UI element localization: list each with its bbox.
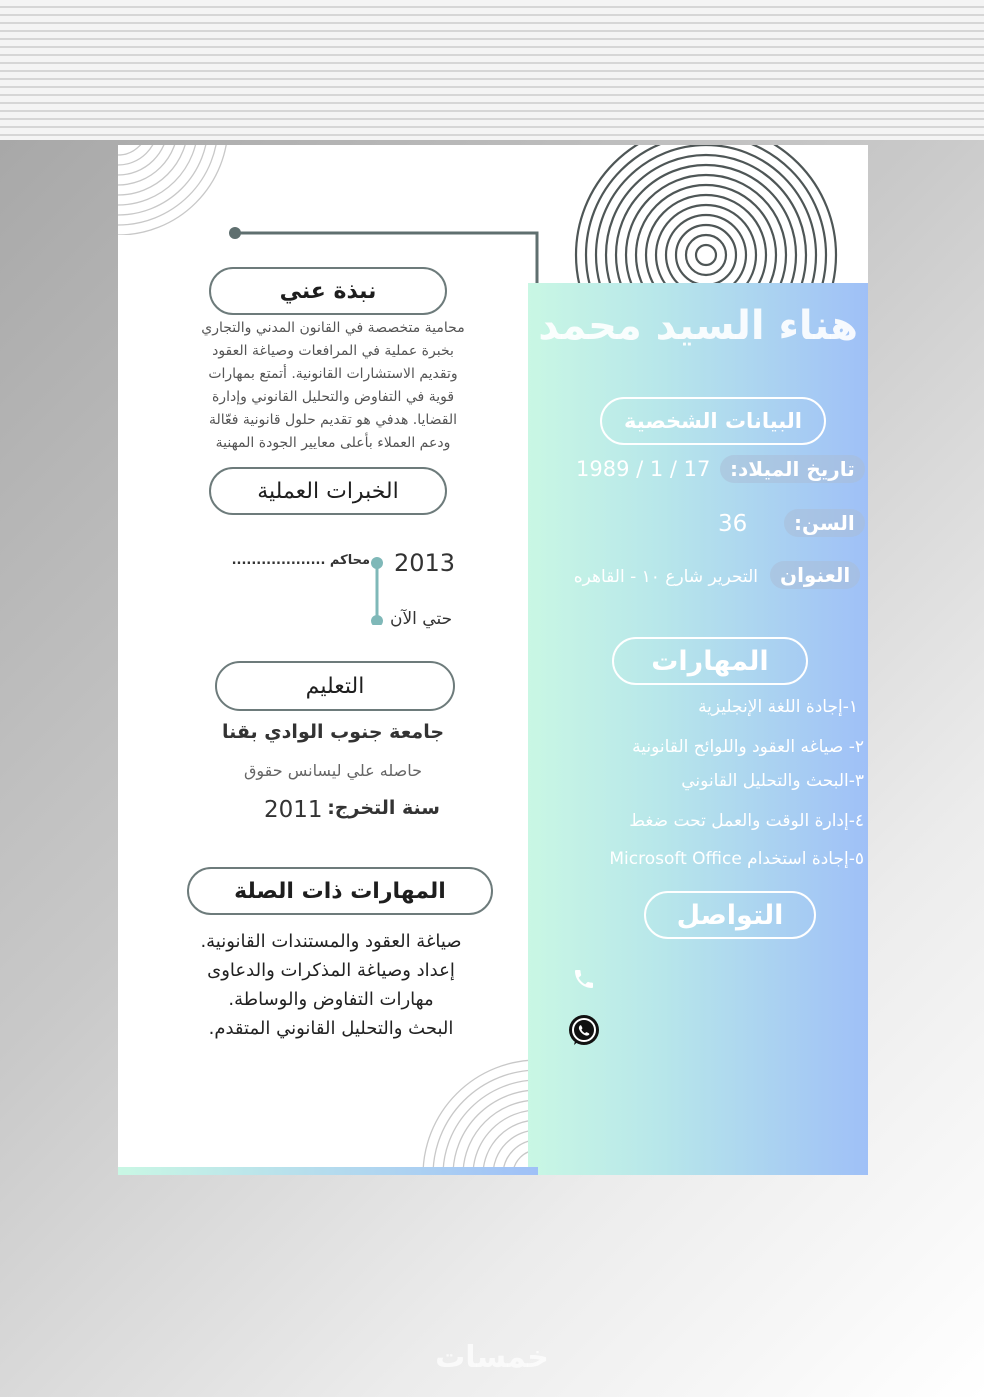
about-line: قوية في التفاوض والتحليل القانوني وإدارة (211, 389, 455, 405)
full-name: هناء السيد محمد (538, 303, 858, 349)
personal-info-heading: البيانات الشخصية (600, 397, 826, 445)
related-skill-item: صياغة العقود والمستندات القانونية. (200, 931, 462, 952)
experience-role: محاكم ................... (231, 553, 370, 568)
related-skills-list (166, 927, 496, 1043)
bottom-accent-bar (118, 1167, 538, 1175)
arcs-top-left-decoration (118, 145, 248, 235)
related-skill-item: البحث والتحليل القانوني المتقدم. (208, 1018, 454, 1039)
related-skill-item: إعداد وصياغة المذكرات والدعاوى (207, 960, 455, 981)
related-skills-heading: المهارات ذات الصلة (187, 867, 493, 915)
related-skill-item: مهارات التفاوض والوساطة. (228, 989, 434, 1010)
about-heading: نبذة عني (209, 267, 447, 315)
skill-item: ٥-إجادة استخدام Microsoft Office (609, 849, 864, 869)
skill-item: ٢- صياغه العقود واللوائح القانونية (632, 737, 864, 757)
about-line: وتقديم الاستشارات القانونية. أتمتع بمهارات (208, 366, 458, 382)
birth-value: 1989 / 1 / 17 (576, 457, 711, 481)
contact-heading: التواصل (644, 891, 816, 939)
education-grad-year: 2011 (264, 797, 323, 823)
age-value: 36 (718, 511, 748, 537)
experience-timeline (368, 555, 388, 625)
experience-start-year: 2013 (394, 549, 456, 577)
skills-heading: المهارات (612, 637, 808, 685)
resume-page (118, 145, 868, 1175)
birth-label: تاريخ الميلاد: (720, 455, 865, 483)
about-line: القضايا. هدفي هو تقديم حلول قانونية فعّالة (208, 412, 458, 428)
experience-heading: الخبرات العملية (209, 467, 447, 515)
watermark-text: خمسات (435, 1340, 549, 1375)
address-value: التحرير شارع ١٠ - القاهره (573, 567, 758, 587)
experience-until: حتي الآن (390, 609, 453, 629)
about-text (178, 317, 488, 455)
arcs-bottom-decoration (418, 1050, 528, 1170)
address-label: العنوان (770, 561, 860, 589)
about-line: بخبرة عملية في المرافعات وصياغة العقود (212, 343, 454, 359)
concentric-circles-decoration (566, 145, 846, 285)
education-degree: حاصله علي ليسانس حقوق (243, 761, 423, 780)
background-stripes (0, 0, 984, 140)
skill-item: ٤-إدارة الوقت والعمل تحت ضغط (629, 811, 864, 831)
education-grad-label: سنة التخرج: (327, 797, 440, 819)
age-label: السن: (784, 509, 865, 537)
skill-item: ١-إجادة اللغة الإنجليزية (698, 697, 858, 717)
education-heading: التعليم (215, 661, 455, 711)
about-line: محامية متخصصة في القانون المدني والتجاري (201, 320, 465, 336)
whatsapp-icon[interactable] (566, 1013, 602, 1049)
skill-item: ٣-البحث والتحليل القانوني (681, 771, 864, 791)
about-line: ودعم العملاء بأعلى معايير الجودة المهنية (215, 435, 451, 451)
phone-icon[interactable] (572, 967, 596, 991)
education-university: جامعة جنوب الوادي بقنا (221, 721, 445, 743)
